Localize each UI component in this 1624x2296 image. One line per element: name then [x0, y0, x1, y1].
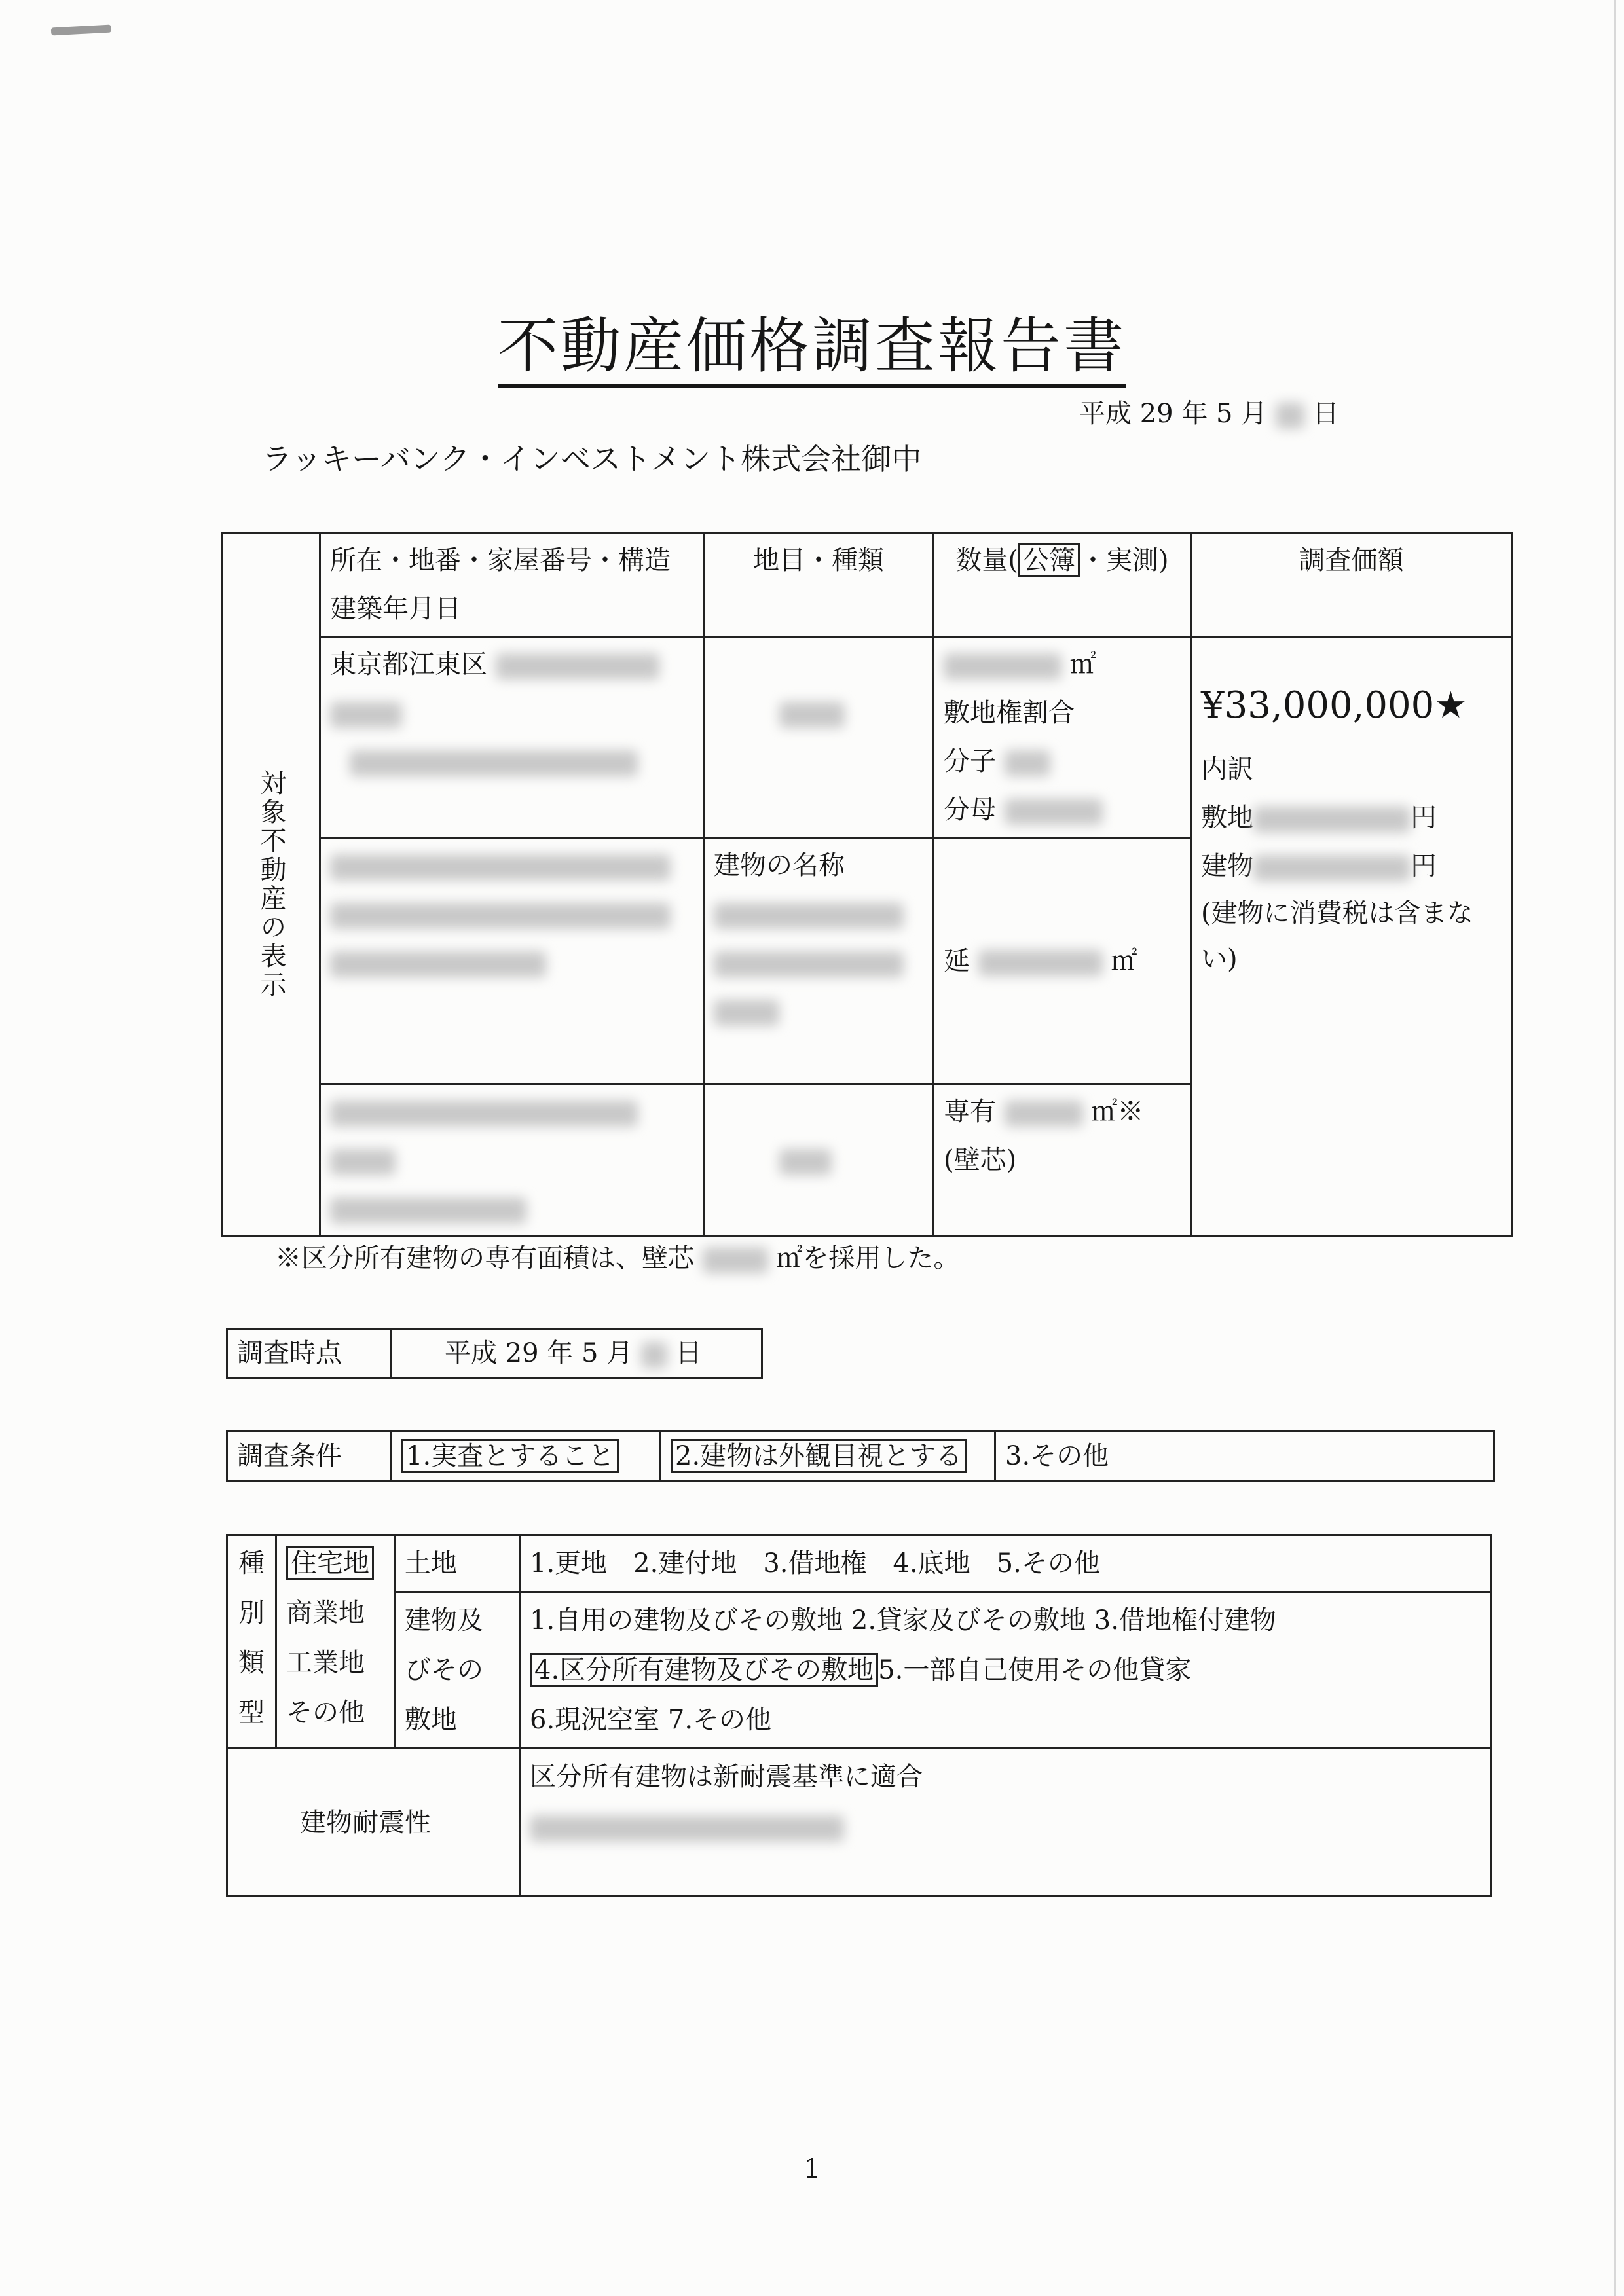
building-label: 建物及 びその 敷地 — [395, 1592, 520, 1749]
report-date: 平成 29 年 5 月 日 — [1079, 399, 1339, 429]
category-table — [226, 1534, 1492, 1897]
use-types: 住宅地 商業地 工業地 その他 — [276, 1535, 395, 1749]
condition-3: 3.その他 — [995, 1432, 1494, 1481]
land-type-cell-1 — [704, 637, 934, 838]
location-header: 所在・地番・家屋番号・構造 建築年月日 — [320, 533, 704, 637]
condition-2: 2.建物は外観目視とする — [661, 1432, 995, 1481]
survey-date-label: 調査時点 — [227, 1329, 392, 1378]
recipient: ラッキーバンク・インベストメント株式会社御中 — [262, 441, 922, 477]
land-type-cell-3 — [704, 1084, 934, 1237]
seismic-label: 建物耐震性 — [227, 1749, 520, 1897]
document-title: 不動産価格調査報告書 — [0, 298, 1624, 384]
condition-1: 1.実査とすること — [392, 1432, 661, 1481]
survey-date-table — [226, 1328, 763, 1379]
valuation-cell: ¥33,000,000★ 内訳 敷地 円 建物 円 (建物に消費税は含まない) — [1191, 637, 1512, 1237]
scan-mark — [51, 25, 112, 36]
building-options: 1.自用の建物及びその敷地 2.貸家及びその敷地 3.借地権付建物 4.区分所有建物及びその敷地 5.一部自己使用その他貸家 6.現況空室 7.その他 — [520, 1592, 1492, 1749]
category-label: 種 別 類 型 — [227, 1535, 276, 1749]
location-cell-3 — [320, 1084, 704, 1237]
survey-date-value: 平成 29 年 5 月 日 — [392, 1329, 762, 1378]
property-table — [221, 532, 1513, 1237]
floor-area-cell: 延 ㎡ — [934, 838, 1191, 1084]
conditions-table — [226, 1430, 1495, 1482]
conditions-label: 調査条件 — [227, 1432, 392, 1481]
location-cell-1: 東京都江東区 — [320, 637, 704, 838]
land-options: 1.更地 2.建付地 3.借地権 4.底地 5.その他 — [520, 1535, 1492, 1592]
page-number: 1 — [803, 2154, 821, 2184]
building-name-cell: 建物の名称 — [704, 838, 934, 1084]
exclusive-area-cell: 専有 ㎡※ (壁芯) — [934, 1084, 1191, 1237]
seismic-value: 区分所有建物は新耐震基準に適合 — [520, 1749, 1492, 1897]
area-note: ※区分所有建物の専有面積は、壁芯 ㎡を採用した。 — [275, 1243, 960, 1273]
land-label: 土地 — [395, 1535, 520, 1592]
location-cell-2 — [320, 838, 704, 1084]
quantity-cell-1: ㎡ 敷地権割合 分子 分母 — [934, 637, 1191, 838]
quantity-header: 数量( 公簿 ・実測) — [934, 533, 1191, 637]
land-type-header: 地目・種類 — [704, 533, 934, 637]
appraised-price: ¥33,000,000★ — [1201, 684, 1467, 727]
value-header: 調査価額 — [1191, 533, 1512, 637]
property-side-label: 対象不動産の表示 — [223, 533, 320, 1237]
redacted-day — [1276, 403, 1304, 429]
